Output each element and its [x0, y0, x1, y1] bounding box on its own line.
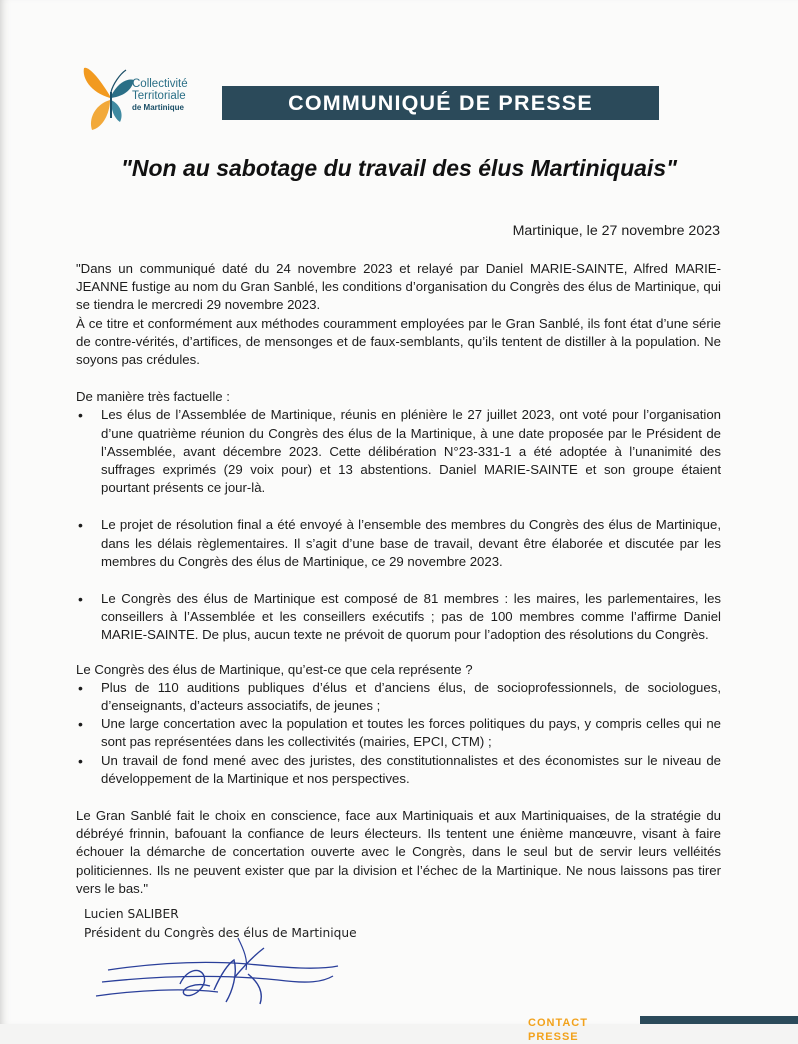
signatory-name: Lucien SALIBER — [84, 907, 179, 921]
body-text — [76, 260, 721, 898]
list-item: • Les élus de l’Assemblée de Martinique, réunis en plénière le 27 juillet 2023, ont voté pour l’organisation d’une quatrième réunion du Congrès des élus de la Martinique, à une date proposée par le Président de l’Assemblée, avant décembre 2023. Cette délibération N°23-331-1 a été adoptée à l’unanimité des suffrages exprimés (29 voix pour) et 13 abstentions. Daniel MARIE-SAINTE et son groupe étaient pourtant présents ce jour-là. — [76, 406, 721, 497]
list-item: • Le projet de résolution final a été envoyé à l’ensemble des membres du Congrès des élus de Martinique, dans les délais règlementaires. Il s’agit d’une base de travail, devant être élaborée et discutée par les membres du Congrès des élus de Martinique, ce 29 novembre 2023. — [76, 516, 721, 571]
headline: "Non au sabotage du travail des élus Martiniquais" — [120, 155, 678, 181]
intro-paragraph-2: À ce titre et conformément aux méthodes couramment employées par le Gran Sanblé, ils font état d’une série de contre-vérités, d’artifices, de mensonges et de faux-semblants, qu’ils tentent de distiller à la population. Ne soyons pas crédules. — [76, 315, 721, 368]
butterfly-logo-icon — [80, 56, 140, 136]
congress-list — [76, 679, 721, 788]
facts-list — [76, 406, 721, 644]
logo-line-2: Territoriale — [132, 90, 186, 102]
closing-paragraph: Le Gran Sanblé fait le choix en conscience, face aux Martiniquais et aux Martiniquaises, de la stratégie du débréyé frinnin, bafouant la confiance de leurs électeurs. Ils tentent une énième manœuvre, visant à faire échouer la démarche de concertation ouverte avec le Congrès, dans le seul but de servir leurs velléités politiciennes. Ils ne peuvent exister que par la division et l’échec de la Martinique. Ne nous laissons pas tirer vers le bas." — [76, 808, 721, 896]
list-item: • Une large concertation avec la population et toutes les forces politiques du pays, y compris celles qui ne sont pas représentées dans les collectivités (mairies, EPCI, CTM) ; — [76, 715, 721, 751]
release-date: Martinique, le 27 novembre 2023 — [512, 223, 720, 239]
logo-line-3: de Martinique — [132, 103, 185, 112]
facts-heading: De manière très factuelle : — [76, 389, 230, 405]
list-item: • Le Congrès des élus de Martinique est composé de 81 membres : les maires, les parlementaires, les conseillers à l’Assemblée et les conseillers exécutifs ; pas de 100 membres comme l’affirme Daniel MARIE-SAINTE. De plus, aucun texte ne prévoit de quorum pour l’adoption des résolutions du Congrès. — [76, 590, 721, 645]
signatory-title: Président du Congrès des élus de Martinique — [84, 926, 357, 940]
press-release-banner: COMMUNIQUÉ DE PRESSE — [222, 86, 659, 120]
press-contact-label: CONTACT PRESSE — [528, 1017, 588, 1043]
logo-line-1: Collectivité — [132, 78, 188, 90]
list-item: • Un travail de fond mené avec des juristes, des constitutionnalistes et des économistes sur le niveau de développement de la Martinique et nos perspectives. — [76, 752, 721, 788]
list-item: • Plus de 110 auditions publiques d’élus et d’anciens élus, de socioprofessionnels, de sociologues, d’enseignants, d’acteurs associatifs, de jeunes ; — [76, 679, 721, 715]
ctm-logo — [80, 56, 210, 136]
congress-heading: Le Congrès des élus de Martinique, qu’est-ce que cela représente ? — [76, 661, 473, 677]
footer-bar — [640, 1016, 798, 1024]
handwritten-signature — [88, 930, 388, 1024]
intro-paragraph-1: "Dans un communiqué daté du 24 novembre 2023 et relayé par Daniel MARIE-SAINTE, Alfred MARIE-JEANNE fustige au nom du Gran Sanblé, les conditions d’organisation du Congrès des élus de Martinique, qui se tiendra le mercredi 29 novembre 2023. — [76, 261, 721, 313]
